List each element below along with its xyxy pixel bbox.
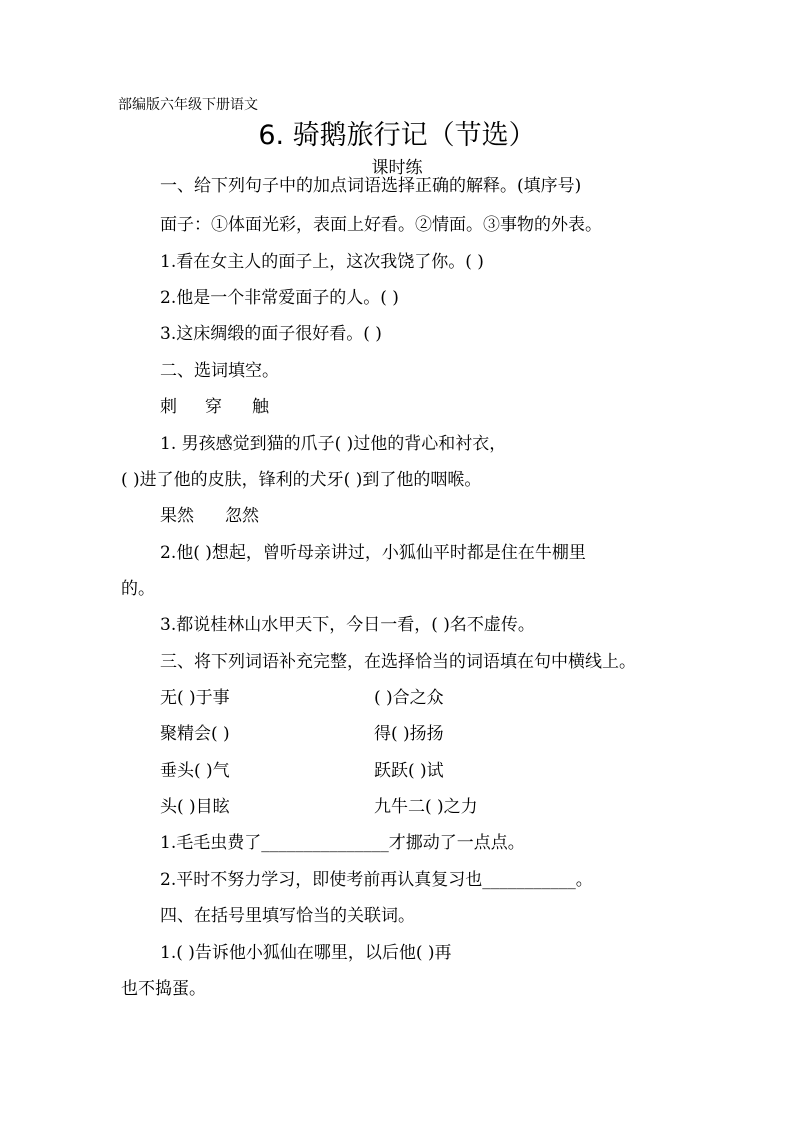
idiom-item: 垂头( )气 xyxy=(160,761,230,781)
question-3-2: 2.平时不努力学习，即使考前再认真复习也___________。 xyxy=(160,870,593,890)
idiom-item: 头( )目眩 xyxy=(160,797,230,817)
idiom-item: 无( )于事 xyxy=(160,688,230,708)
word-bank-2-item: 果然 xyxy=(160,506,194,526)
section-3-heading: 三、将下列词语补充完整，在选择恰当的词语填在句中横线上。 xyxy=(160,652,636,672)
question-4-1-line-1: 1.( )告诉他小狐仙在哪里，以后他( )再 xyxy=(160,943,452,963)
question-2-2-line-2: 的。 xyxy=(121,579,155,599)
question-2-1-line-1: 1. 男孩感觉到猫的爪子( )过他的背心和衬衣， xyxy=(160,434,507,454)
idiom-item: 聚精会( ) xyxy=(160,724,230,744)
question-2-1-line-2: ( )进了他的皮肤，锋利的犬牙( )到了他的咽喉。 xyxy=(121,470,482,490)
page-subtitle: 课时练 xyxy=(371,158,423,178)
definition-line: 面子：①体面光彩，表面上好看。②情面。③事物的外表。 xyxy=(160,215,602,235)
idiom-item: ( )合之众 xyxy=(374,688,444,708)
question-1-2: 2.他是一个非常爱面子的人。( ) xyxy=(160,288,399,308)
page-title: 6. 骑鹅旅行记（节选） xyxy=(258,120,536,151)
idiom-item: 得( )扬扬 xyxy=(374,724,444,744)
question-3-1: 1.毛毛虫费了_______________才挪动了一点点。 xyxy=(160,833,525,853)
header-note: 部编版六年级下册语文 xyxy=(118,97,258,113)
word-bank-2-item: 忽然 xyxy=(225,506,259,526)
question-2-3: 3.都说桂林山水甲天下，今日一看，( )名不虚传。 xyxy=(160,615,535,635)
word-bank-1-item: 刺 xyxy=(160,397,177,417)
question-4-1-line-2: 也不捣蛋。 xyxy=(121,979,206,999)
section-4-heading: 四、在括号里填写恰当的关联词。 xyxy=(160,906,415,926)
section-2-heading: 二、选词填空。 xyxy=(160,361,279,381)
question-2-2-line-1: 2.他( )想起，曾听母亲讲过，小狐仙平时都是住在牛棚里 xyxy=(160,543,586,563)
question-1-1: 1.看在女主人的面子上，这次我饶了你。( ) xyxy=(160,252,484,272)
question-1-3: 3.这床绸缎的面子很好看。( ) xyxy=(160,324,382,344)
word-bank-1-item: 穿 xyxy=(205,397,222,417)
word-bank-1-item: 触 xyxy=(252,397,269,417)
section-1-heading: 一、给下列句子中的加点词语选择正确的解释。(填序号) xyxy=(160,176,582,196)
idiom-item: 跃跃( )试 xyxy=(374,761,444,781)
idiom-item: 九牛二( )之力 xyxy=(374,797,478,817)
